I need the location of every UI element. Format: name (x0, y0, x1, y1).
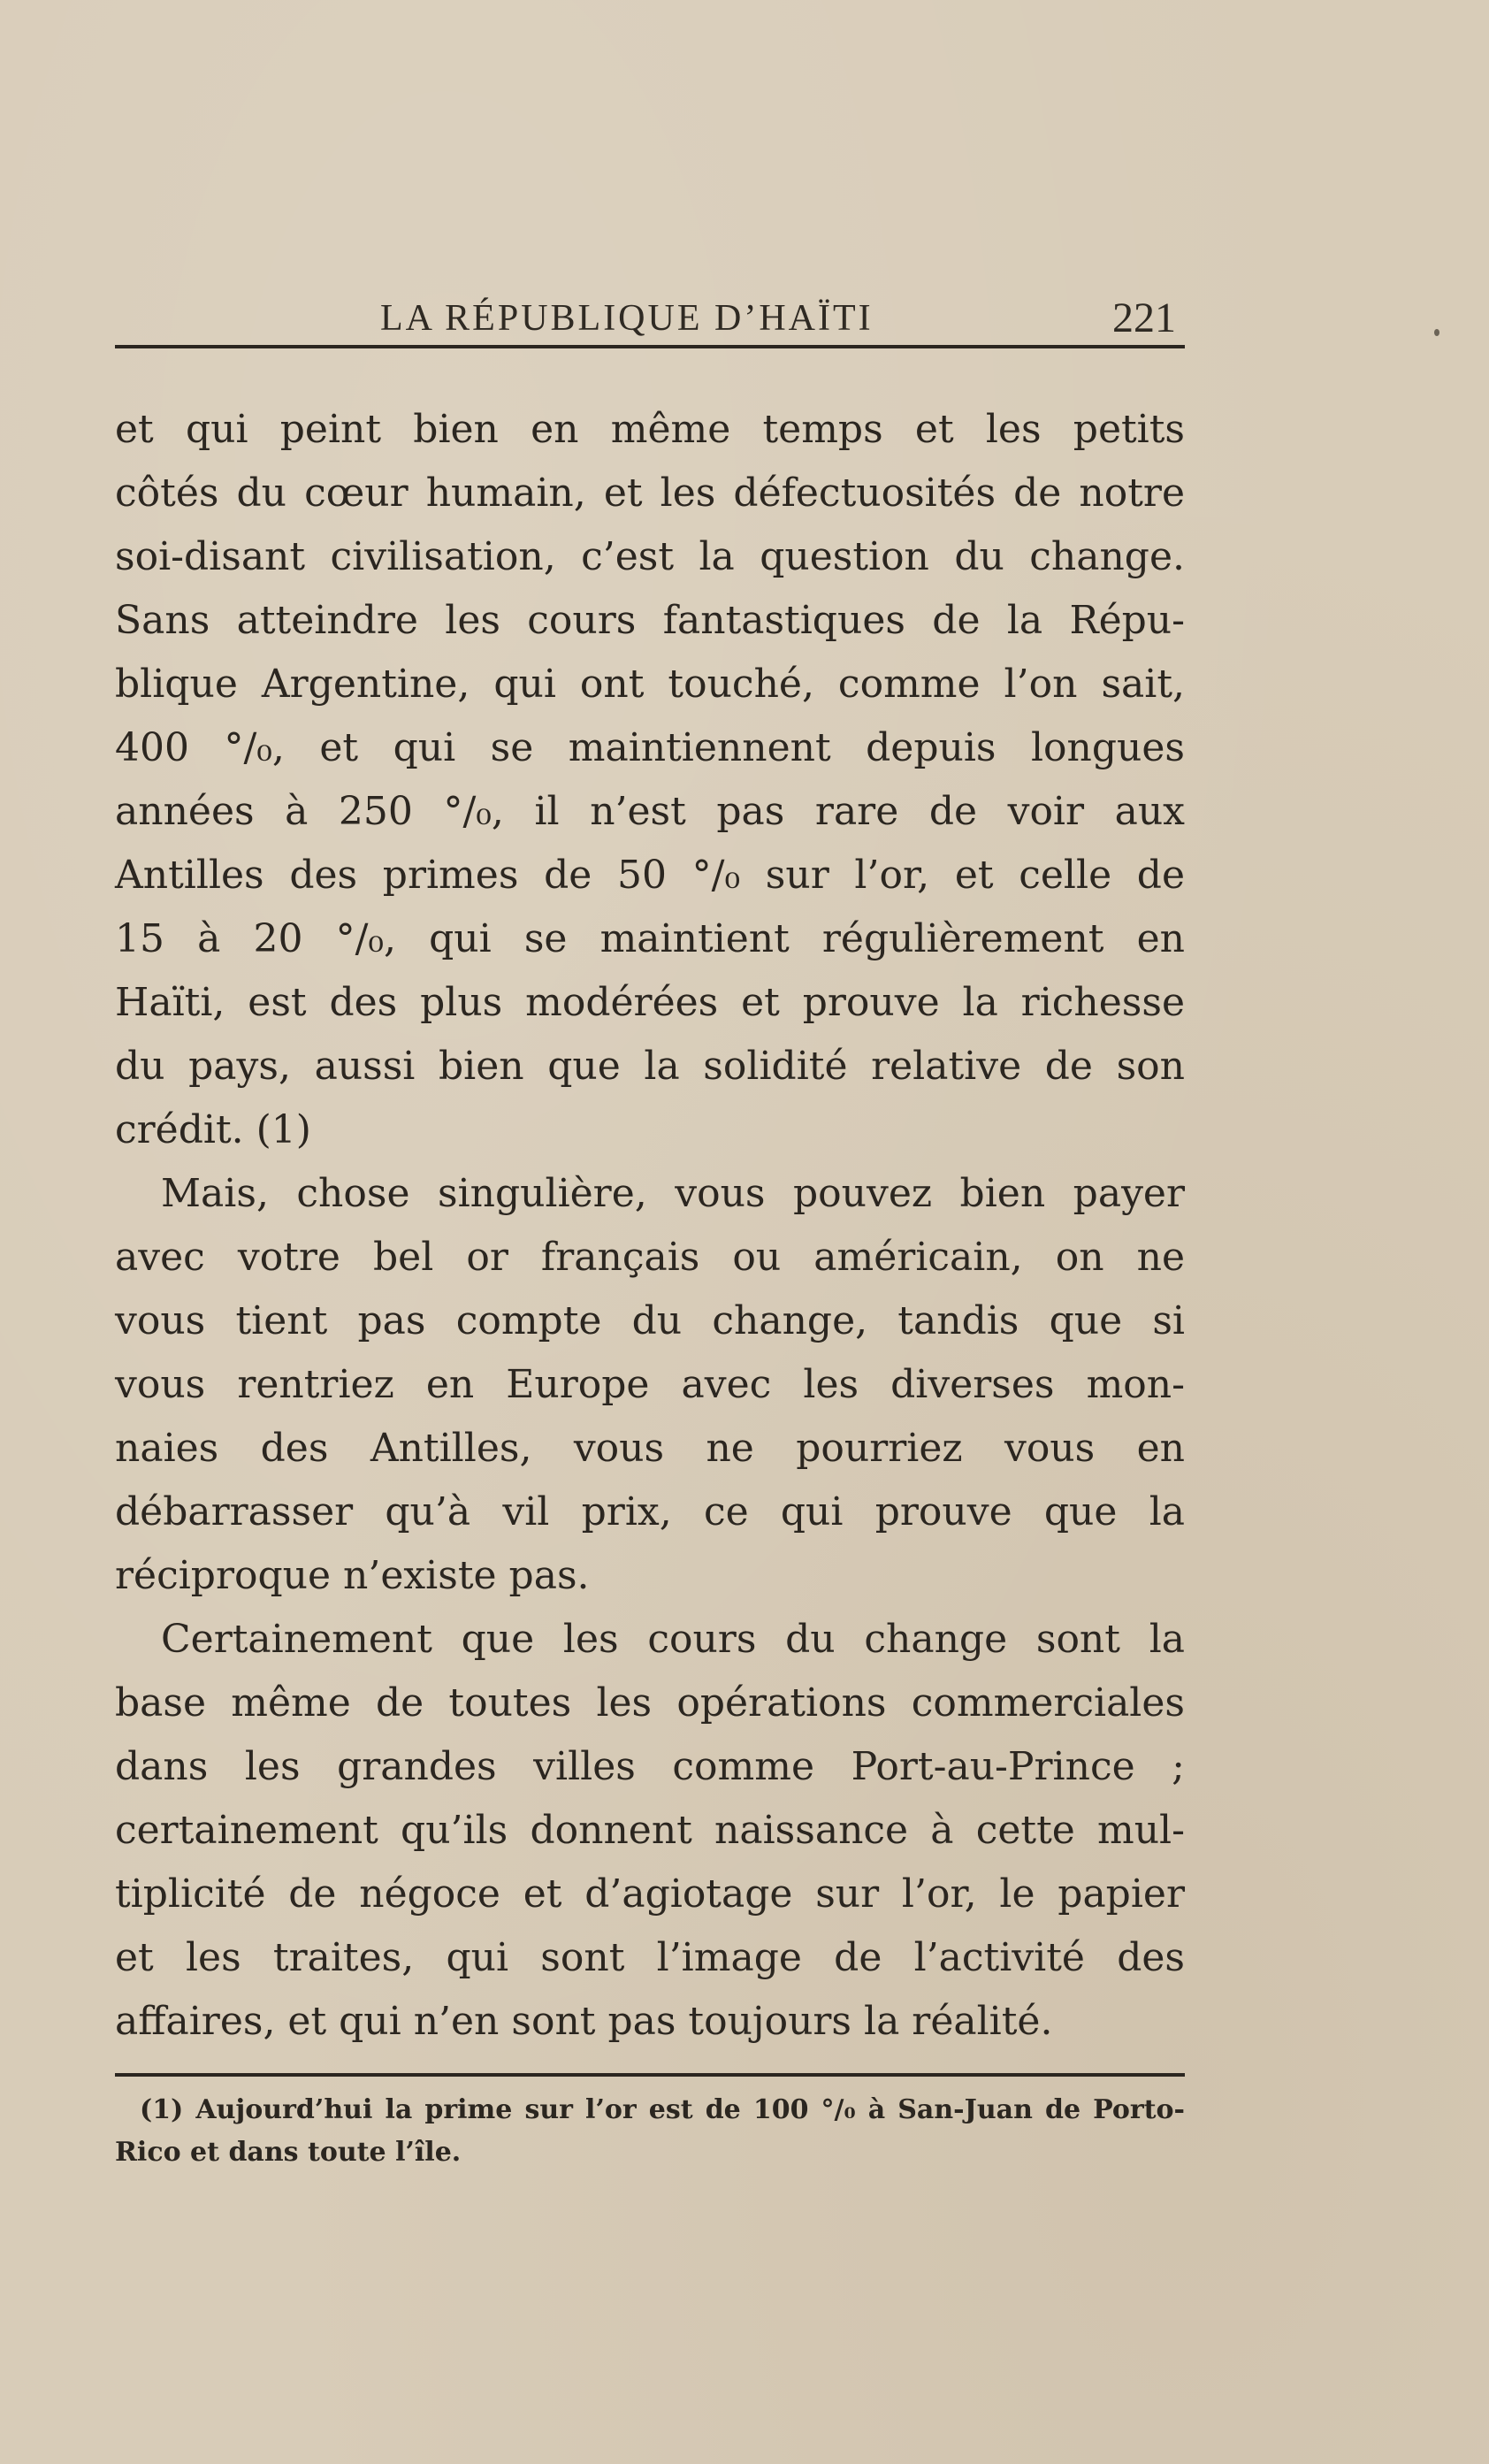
body-line: côtés du cœur humain, et les défectuosités de notre (115, 471, 1185, 516)
body-line: vous tient pas compte du change, tandis que si (115, 1298, 1185, 1343)
body-line: vous rentriez en Europe avec les diverses mon- (115, 1362, 1185, 1407)
body-line: 400 °/₀, et qui se maintiennent depuis longues (115, 725, 1185, 770)
body-line: affaires, et qui n’en sont pas toujours la réalité. (115, 1999, 1053, 2044)
body-line: réciproque n’existe pas. (115, 1553, 590, 1598)
body-line: Mais, chose singulière, vous pouvez bien payer (161, 1171, 1185, 1216)
body-line: Sans atteindre les cours fantastiques de la Répu- (115, 598, 1185, 643)
body-line: certainement qu’ils donnent naissance à cette mul- (115, 1808, 1185, 1853)
body-line: années à 250 °/₀, il n’est pas rare de voir aux (115, 789, 1185, 834)
footnote-line: Rico et dans toute l’île. (115, 2137, 462, 2168)
footnote (115, 2089, 1185, 2174)
body-line: soi-disant civilisation, c’est la question du change. (115, 534, 1185, 579)
body-line: Haïti, est des plus modérées et prouve la richesse (115, 980, 1185, 1025)
body-line: base même de toutes les opérations commerciales (115, 1680, 1185, 1726)
body-line: et qui peint bien en même temps et les petits (115, 407, 1185, 452)
body-line: 15 à 20 °/₀, qui se maintient régulièrement en (115, 916, 1185, 961)
body-line: crédit. (1) (115, 1107, 311, 1152)
body-line: naies des Antilles, vous ne pourriez vous en (115, 1426, 1185, 1471)
footnote-line: (1) Aujourd’hui la prime sur l’or est de 100 °/₀ à San-Juan de Porto- (140, 2094, 1185, 2125)
header-rule (115, 345, 1185, 348)
page-header (115, 290, 1185, 352)
paper-speck (1434, 329, 1439, 336)
body-line: du pays, aussi bien que la solidité relative de son (115, 1044, 1185, 1089)
body-line: Certainement que les cours du change sont la (161, 1617, 1185, 1662)
body-line: et les traites, qui sont l’image de l’activité des (115, 1935, 1185, 1980)
body-line: avec votre bel or français ou américain, on ne (115, 1235, 1185, 1280)
body-line: Antilles des primes de 50 °/₀ sur l’or, et celle de (115, 853, 1185, 898)
body-line: débarrasser qu’à vil prix, ce qui prouve que la (115, 1489, 1185, 1534)
body-line: blique Argentine, qui ont touché, comme l’on sait, (115, 662, 1185, 707)
body-line: tiplicité de négoce et d’agiotage sur l’or, le papier (115, 1871, 1185, 1917)
running-title: LA RÉPUBLIQUE D’HAÏTI (380, 298, 874, 339)
body-line: dans les grandes villes comme Port-au-Prince ; (115, 1744, 1185, 1789)
body-text (115, 398, 1185, 2054)
footnote-rule (115, 2073, 1185, 2077)
page-number: 221 (1112, 295, 1176, 341)
